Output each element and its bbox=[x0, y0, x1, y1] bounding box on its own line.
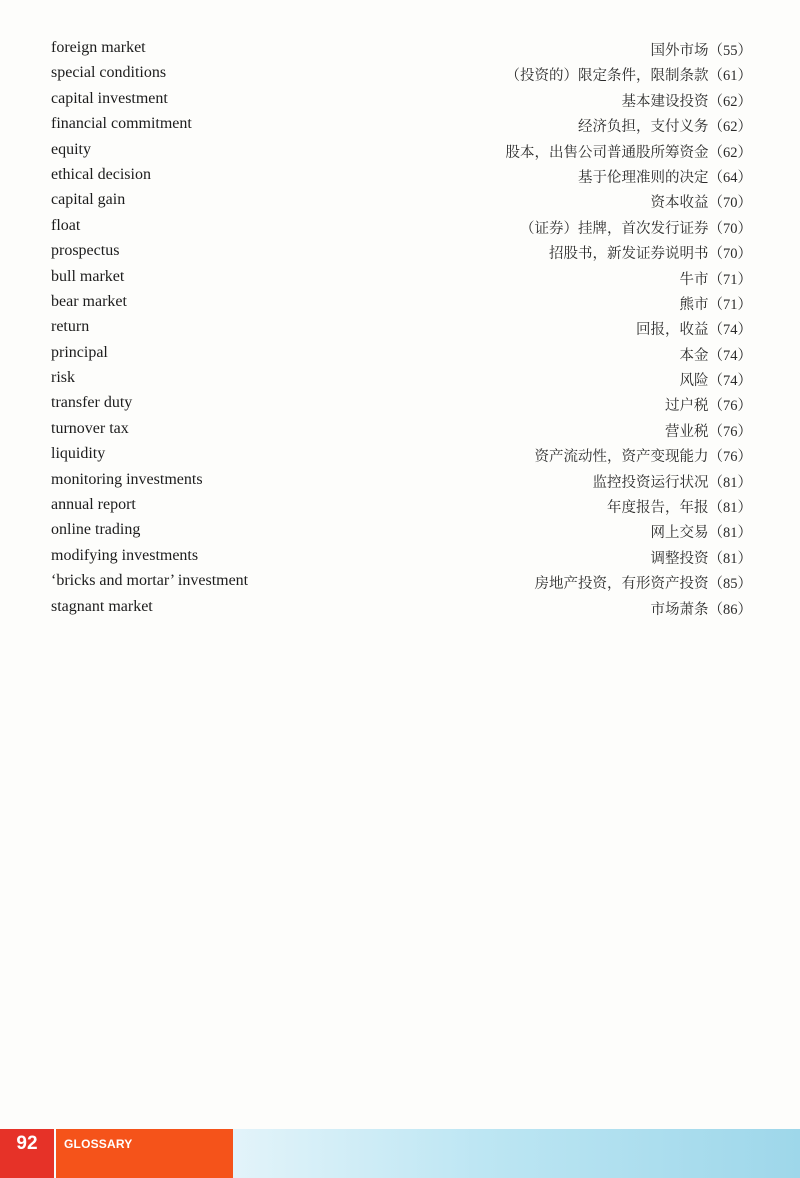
term-english: bear market bbox=[51, 292, 127, 310]
glossary-entry bbox=[0, 62, 800, 87]
term-chinese: 资本收益（70） bbox=[650, 195, 752, 212]
term-chinese: 资产流动性，资产变现能力（76） bbox=[534, 449, 752, 466]
glossary-entry bbox=[0, 596, 800, 621]
glossary-entry bbox=[0, 519, 800, 544]
term-english: prospectus bbox=[51, 242, 120, 260]
term-chinese: 网上交易（81） bbox=[650, 525, 752, 542]
glossary-entry bbox=[0, 164, 800, 189]
glossary-entry bbox=[0, 367, 800, 392]
term-chinese: 国外市场（55） bbox=[650, 43, 752, 59]
term-chinese: 股本，出售公司普通股所筹资金（62） bbox=[505, 144, 752, 161]
glossary-list bbox=[0, 37, 800, 621]
term-english: stagnant market bbox=[51, 597, 153, 615]
term-english: foreign market bbox=[51, 39, 146, 56]
term-chinese: 招股书，新发证券说明书（70） bbox=[549, 246, 752, 263]
glossary-entry bbox=[0, 392, 800, 417]
term-english: annual report bbox=[51, 496, 136, 514]
term-chinese: 年度报告，年报（81） bbox=[607, 500, 752, 517]
term-chinese: 风险（74） bbox=[679, 373, 752, 390]
glossary-entry bbox=[0, 291, 800, 316]
term-english: principal bbox=[51, 343, 108, 361]
glossary-entry bbox=[0, 113, 800, 138]
term-english: return bbox=[51, 318, 90, 336]
term-chinese: （证券）挂牌，首次发行证券（70） bbox=[520, 220, 752, 237]
term-chinese: 房地产投资，有形资产投资（85） bbox=[534, 576, 752, 593]
term-english: online trading bbox=[51, 521, 141, 539]
term-english: liquidity bbox=[51, 445, 106, 463]
term-chinese: （投资的）限定条件，限制条款（61） bbox=[505, 68, 752, 85]
glossary-entry bbox=[0, 189, 800, 214]
term-chinese: 回报，收益（74） bbox=[636, 322, 752, 339]
glossary-entry bbox=[0, 418, 800, 443]
term-english: transfer duty bbox=[51, 394, 133, 412]
term-chinese: 过户税（76） bbox=[665, 398, 752, 415]
term-english: ethical decision bbox=[51, 165, 151, 183]
term-english: turnover tax bbox=[51, 419, 129, 437]
glossary-entry bbox=[0, 215, 800, 240]
term-english: ‘bricks and mortar’ investment bbox=[51, 572, 249, 590]
term-chinese: 基于伦理准则的决定（64） bbox=[578, 169, 752, 186]
glossary-entry bbox=[0, 342, 800, 367]
glossary-entry bbox=[0, 469, 800, 494]
glossary-entry bbox=[0, 37, 800, 62]
term-english: monitoring investments bbox=[51, 470, 203, 488]
term-english: modifying investments bbox=[51, 546, 199, 564]
term-english: special conditions bbox=[51, 64, 167, 82]
glossary-entry bbox=[0, 494, 800, 519]
term-chinese: 基本建设投资（62） bbox=[621, 93, 752, 110]
term-english: financial commitment bbox=[51, 115, 192, 133]
term-english: equity bbox=[51, 140, 91, 158]
glossary-entry bbox=[0, 443, 800, 468]
section-label: GLOSSARY bbox=[64, 1137, 133, 1151]
glossary-entry bbox=[0, 139, 800, 164]
term-chinese: 经济负担，支付义务（62） bbox=[578, 119, 752, 136]
term-chinese: 牛市（71） bbox=[679, 271, 752, 288]
glossary-entry bbox=[0, 88, 800, 113]
glossary-entry bbox=[0, 240, 800, 265]
term-chinese: 调整投资（81） bbox=[650, 550, 752, 567]
term-english: capital gain bbox=[51, 191, 126, 209]
term-english: capital investment bbox=[51, 89, 168, 107]
glossary-entry bbox=[0, 545, 800, 570]
page-number: 92 bbox=[16, 1133, 38, 1154]
glossary-entry bbox=[0, 266, 800, 291]
term-chinese: 营业税（76） bbox=[665, 423, 752, 440]
term-chinese: 市场萧条（86） bbox=[650, 601, 752, 618]
term-english: float bbox=[51, 216, 81, 234]
term-english: bull market bbox=[51, 267, 125, 285]
term-english: risk bbox=[51, 369, 75, 387]
glossary-entry bbox=[0, 570, 800, 595]
term-chinese: 熊市（71） bbox=[679, 296, 752, 313]
term-chinese: 本金（74） bbox=[679, 347, 752, 364]
term-chinese: 监控投资运行状况（81） bbox=[592, 474, 752, 491]
glossary-entry bbox=[0, 316, 800, 341]
